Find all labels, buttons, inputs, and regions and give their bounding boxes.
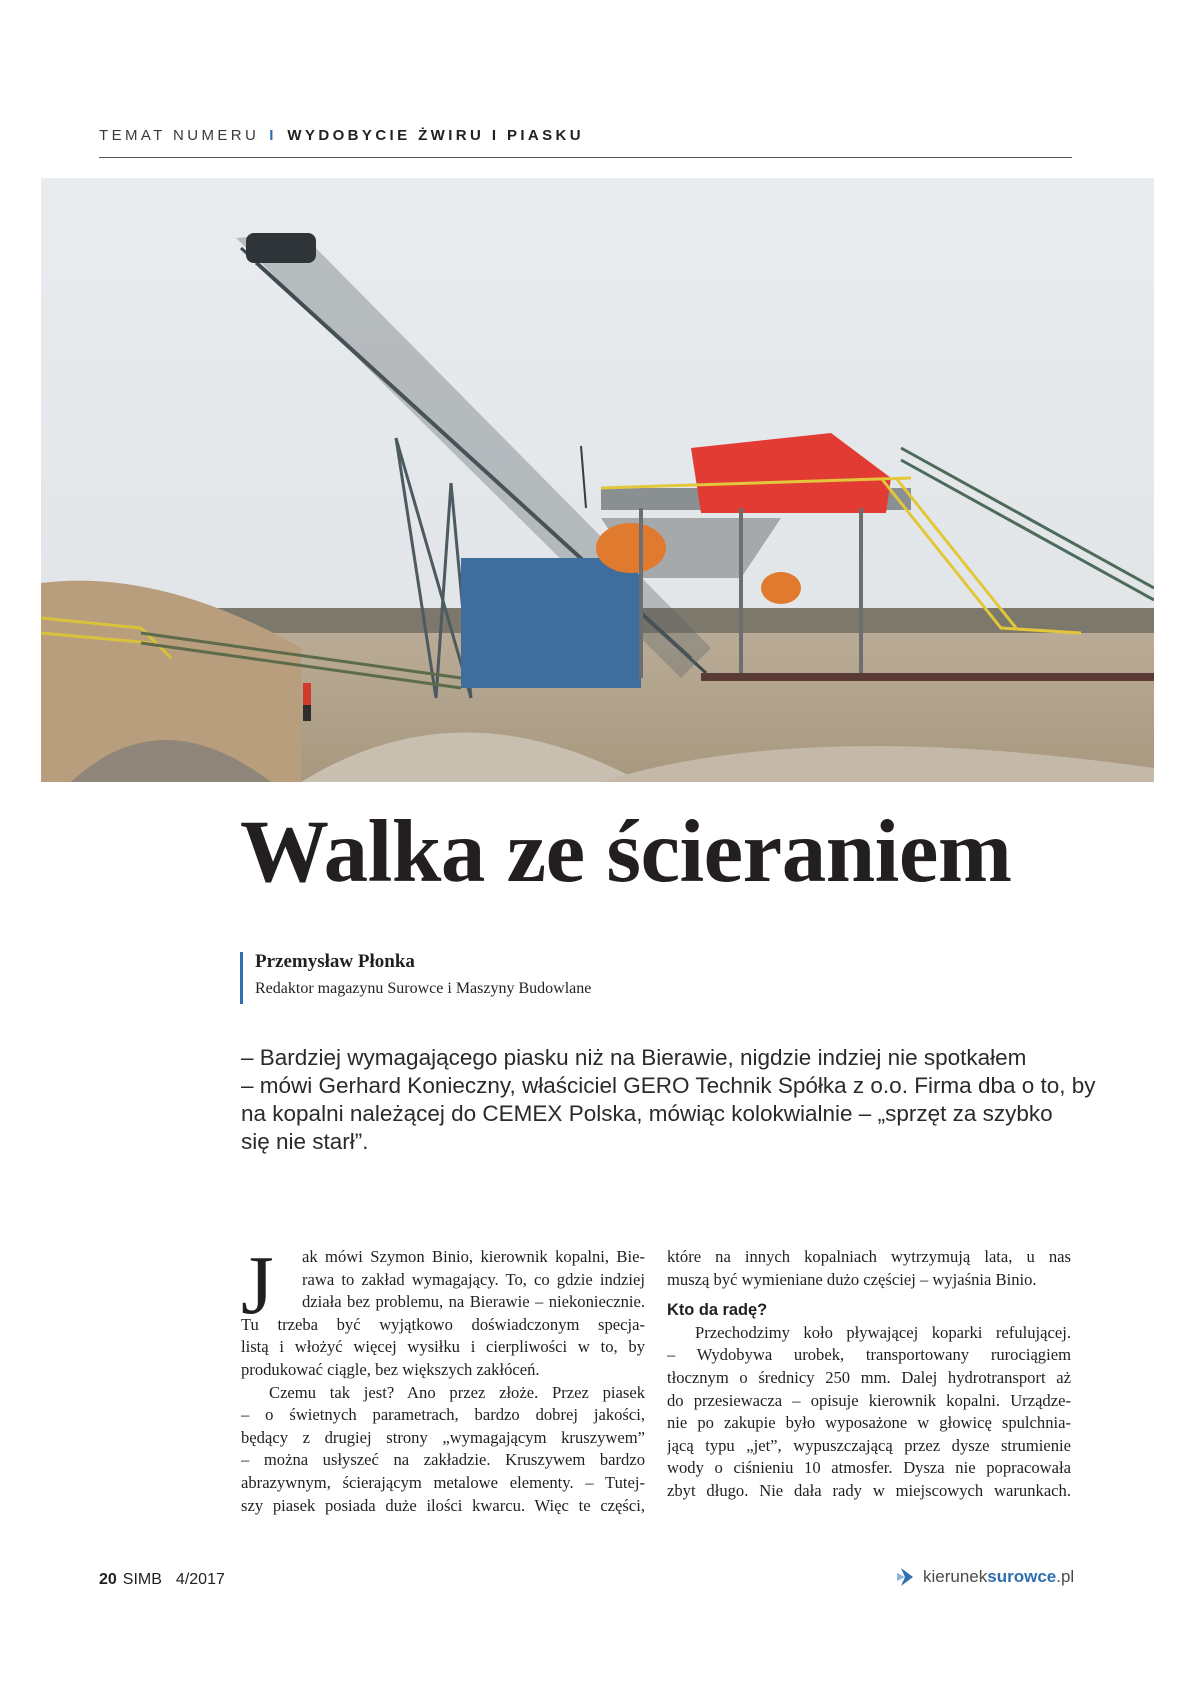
body-line: do przesiewacza – opisuje kierownik kopalni. Urządze- <box>667 1390 1071 1410</box>
author-name: Przemysław Płonka <box>255 951 415 972</box>
body-line: – Wydobywa urobek, transportowany rurociągiem <box>667 1345 1071 1365</box>
arrow-logo-icon <box>895 1565 919 1589</box>
site-link[interactable] <box>895 1565 1074 1589</box>
issue-number: 4/2017 <box>175 1571 225 1588</box>
header-rule <box>99 157 1072 158</box>
body-line: tłocznym o średnicy 250 mm. Dalej hydrotransport aż <box>667 1367 1071 1387</box>
running-header <box>99 127 1072 144</box>
article-lead <box>241 1044 1096 1156</box>
author-role: Redaktor magazynu Surowce i Maszyny Budowlane <box>255 980 592 997</box>
body-line: ak mówi Szymon Binio, kierownik kopalni, Bie- <box>302 1247 645 1266</box>
lead-line: – mówi Gerhard Konieczny, właściciel GERO Technik Spółka z o.o. Firma dba o to, by <box>241 1073 1096 1098</box>
drop-cap: J <box>241 1239 274 1332</box>
header-separator: I <box>269 127 274 144</box>
header-section: TEMAT NUMERU <box>99 127 260 144</box>
article-photo <box>41 178 1154 782</box>
body-line: – o świetnych parametrach, bardzo dobrej jakości, <box>241 1405 645 1425</box>
site-suffix: .pl <box>1056 1567 1075 1586</box>
site-prefix: kierunek <box>923 1567 988 1586</box>
body-line: produkować ciągle, bez większych zakłóceń. <box>241 1359 540 1379</box>
body-line: Tu trzeba być wyjątkowo doświadczonym specja- <box>241 1314 645 1334</box>
section-subheading: Kto da radę? <box>667 1301 768 1320</box>
body-line: działa bez problemu, na Bierawie – niekoniecznie. <box>302 1292 645 1312</box>
lead-line: – Bardziej wymagającego piasku niż na Bierawie, nigdzie indziej nie spotkałem <box>241 1045 1027 1070</box>
body-line: muszą być wymieniane dużo częściej – wyjaśnia Binio. <box>667 1269 1037 1289</box>
page-footer <box>99 1571 225 1589</box>
body-column-1 <box>241 1239 645 1517</box>
body-line: zbyt długo. Nie dała rady w miejscowych warunkach. <box>667 1480 1071 1500</box>
body-line: które na innych kopalniach wytrzymują lata, u nas <box>667 1247 1071 1266</box>
lead-line: na kopalni należącej do CEMEX Polska, mówiąc kolokwialnie – „sprzęt za szybko <box>241 1101 1053 1126</box>
quarry-plant-image <box>41 178 1154 782</box>
author-accent-bar <box>240 952 243 1004</box>
body-line: listą i włożyć więcej wysiłku i cierpliwości w to, by <box>241 1337 645 1357</box>
header-topic: WYDOBYCIE ŻWIRU I PIASKU <box>287 127 585 144</box>
body-line: będący z drugiej strony „wymagającym kruszywem” <box>241 1427 645 1447</box>
body-line: szy piasek posiada duże ilości kwarcu. Więc te części, <box>241 1495 645 1515</box>
body-line: Czemu tak jest? Ano przez złoże. Przez piasek <box>269 1382 645 1402</box>
magazine-name: SIMB <box>122 1571 162 1588</box>
article-title: Walka ze ścieraniem <box>240 803 1012 901</box>
body-line: nie po zakupie było wyposażone w głowicę spulchnia- <box>667 1413 1071 1433</box>
body-line: – można usłyszeć na zakładzie. Kruszywem bardzo <box>241 1450 645 1470</box>
body-line: jącą typu „jet”, wypuszczającą przez dysze strumienie <box>667 1435 1071 1455</box>
page-number: 20 <box>99 1571 117 1588</box>
site-brand: surowce <box>987 1567 1057 1586</box>
body-line: wody o ciśnieniu 10 atmosfer. Dysza nie popracowała <box>667 1458 1071 1478</box>
body-line: rawa to zakład wymagający. To, co gdzie indziej <box>302 1269 645 1289</box>
body-line: Przechodzimy koło pływającej koparki refulującej. <box>695 1322 1071 1342</box>
body-line: abrazywnym, ścierającym metalowe elementy. – Tutej- <box>241 1472 645 1492</box>
lead-line: się nie starł”. <box>241 1129 369 1154</box>
body-column-2 <box>667 1246 1071 1503</box>
